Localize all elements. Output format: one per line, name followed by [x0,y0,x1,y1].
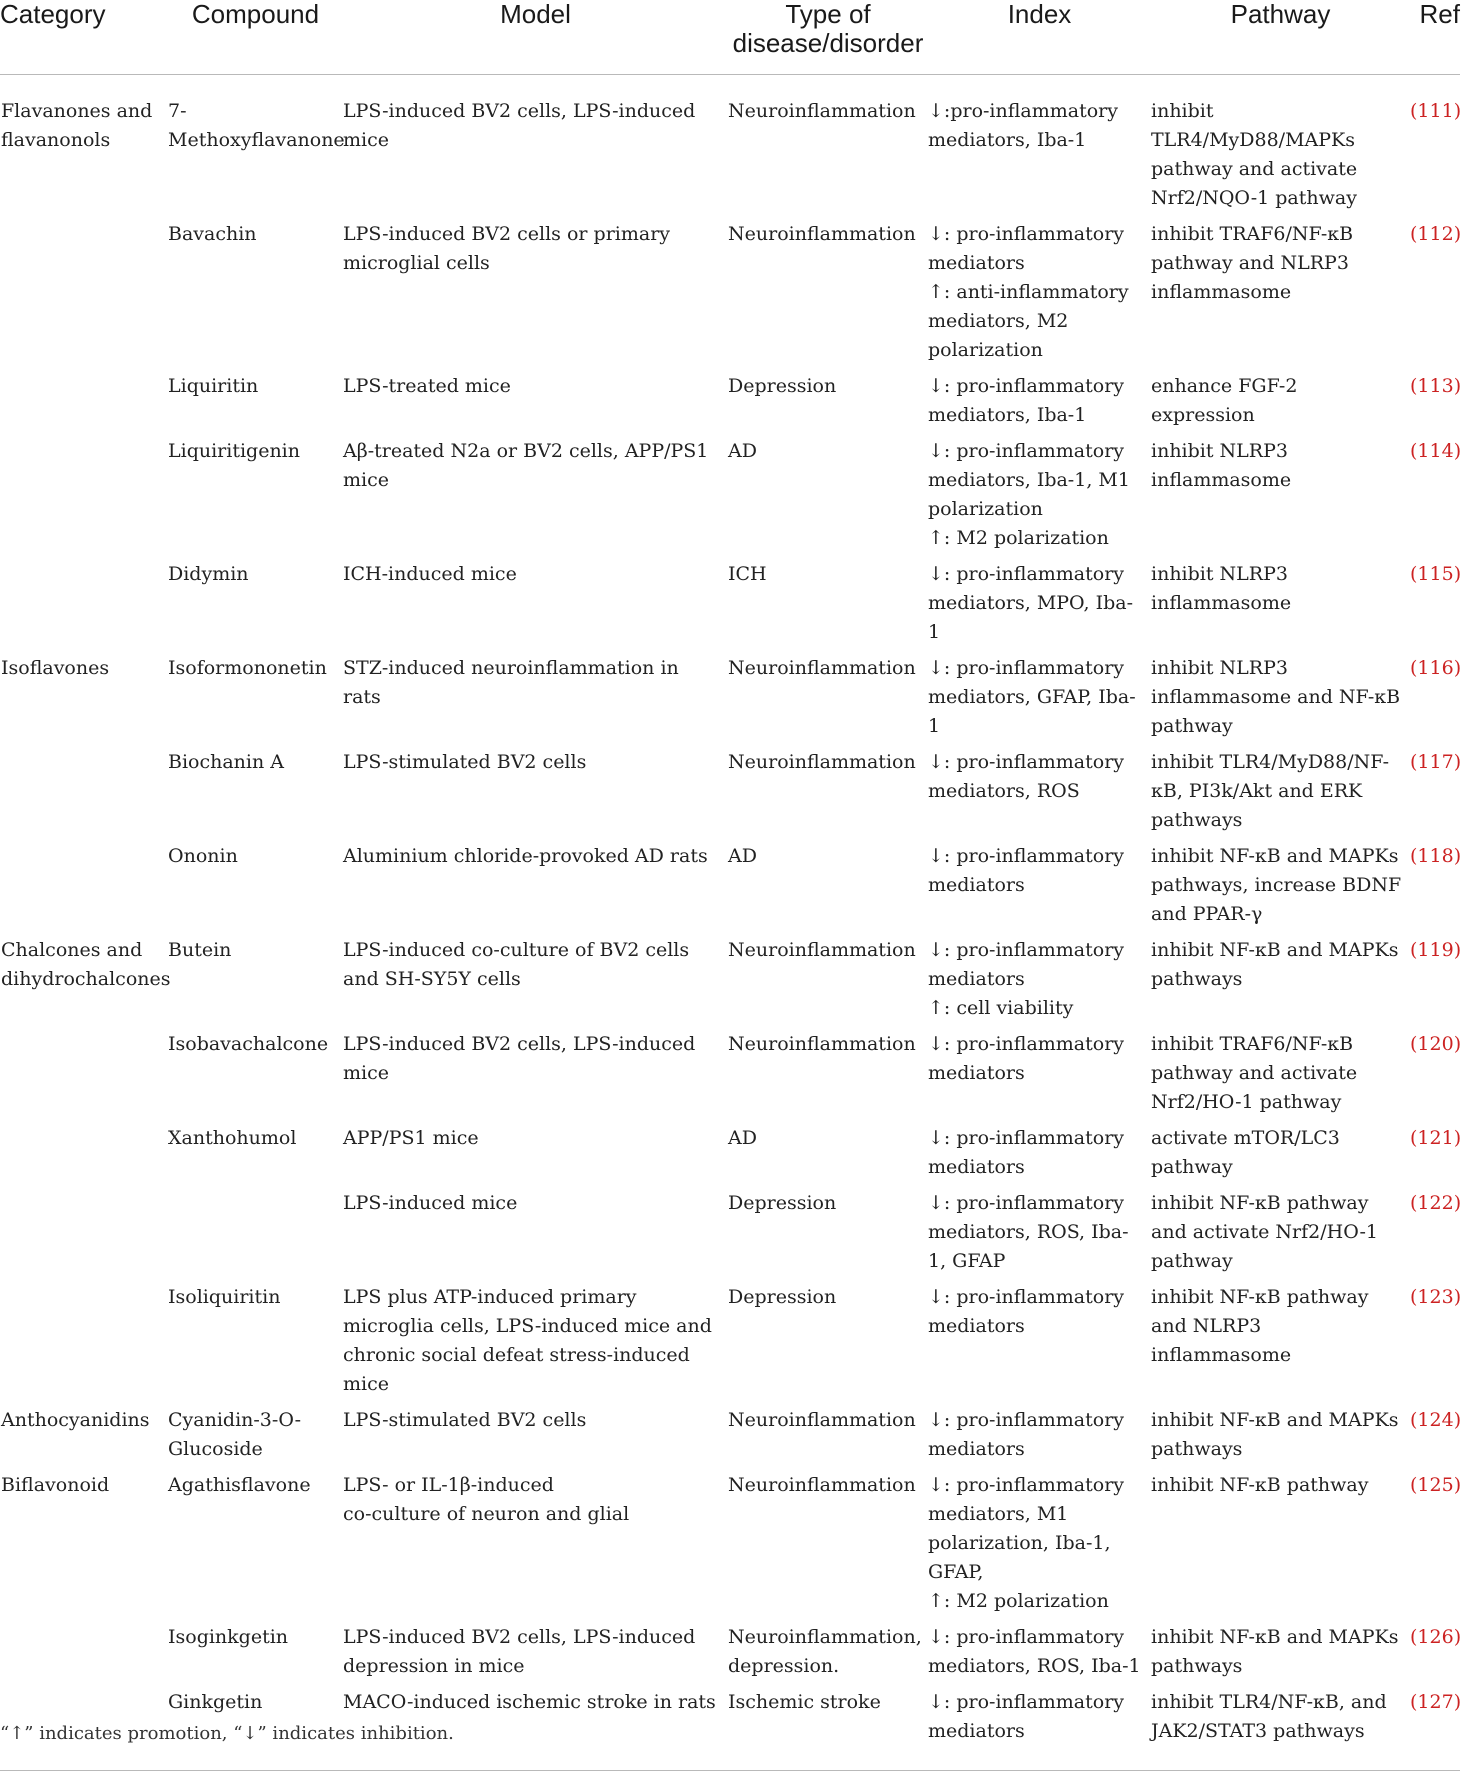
compound-cell [168,1406,343,1471]
model-cell-text: LPS-treated mice [343,375,511,397]
pathway-cell-text: inhibit NLRP3 inflammasome [1151,563,1292,614]
pathway-cell-text: inhibit NF-κB and MAPKs pathways [1151,1409,1399,1460]
disease-cell [728,1124,928,1189]
ref-paren-close: ) [1453,440,1461,462]
ref-cell [1410,372,1460,437]
compound-cell-text: Cyanidin-3-O-Glucoside [168,1409,302,1460]
category-cell [0,1623,168,1688]
pathway-cell [1151,1406,1410,1471]
compound-cell-text: Biochanin A [168,751,284,773]
model-cell [343,1406,728,1471]
disease-cell [728,1688,928,1771]
model-cell [343,560,728,654]
header-disease: Type of disease/disorder [728,0,928,75]
compound-cell [168,1471,343,1623]
disease-cell [728,1189,928,1283]
reference-link[interactable]: 126 [1417,1626,1454,1648]
index-cell [928,842,1151,936]
ref-cell [1410,748,1460,842]
index-cell [928,936,1151,1030]
index-cell-text: ↓: pro-inflammatory mediators [928,939,1125,990]
ref-cell [1410,936,1460,1030]
reference-link[interactable]: 127 [1417,1691,1454,1713]
index-cell-text: ↓: pro-inflammatory mediators, GFAP, Iba-1 [928,657,1136,737]
index-cell-text: ↓: pro-inflammatory mediators [928,223,1125,274]
disease-cell-text: AD [728,440,757,462]
reference-link[interactable]: 122 [1417,1192,1454,1214]
ref-paren-open: ( [1410,751,1418,773]
ref-paren-open: ( [1410,845,1418,867]
ref-cell [1410,1688,1460,1771]
table-row [0,75,1460,221]
ref-paren-open: ( [1410,1409,1418,1431]
category-cell [0,842,168,936]
ref-cell [1410,654,1460,748]
index-cell-text: ↓: pro-inflammatory mediators [928,1286,1125,1337]
disease-cell [728,1030,928,1124]
table-row [0,1189,1460,1283]
index-cell [928,654,1151,748]
ref-paren-open: ( [1410,1474,1418,1496]
model-cell [343,1471,728,1623]
index-cell-text: ↑: anti-inflammatory mediators, M2 polarization [928,281,1129,361]
disease-cell [728,437,928,560]
compound-cell-text: Isoformononetin [168,657,327,679]
disease-cell-text: AD [728,845,757,867]
disease-cell [728,654,928,748]
index-cell-text: ↓: pro-inflammatory mediators, Iba-1 [928,375,1125,426]
reference-link[interactable]: 124 [1417,1409,1454,1431]
compound-cell-text: Ginkgetin [168,1691,263,1713]
model-cell-text: LPS-stimulated BV2 cells [343,751,587,773]
ref-cell [1410,1283,1460,1406]
disease-cell [728,75,928,221]
index-cell [928,748,1151,842]
ref-paren-open: ( [1410,223,1418,245]
pathway-cell [1151,1688,1410,1771]
index-cell [928,1189,1151,1283]
header-compound: Compound [168,0,343,75]
category-cell-text: Isoflavones [1,657,110,679]
pathway-cell [1151,1124,1410,1189]
ref-cell [1410,1623,1460,1688]
pathway-cell [1151,75,1410,221]
index-cell-text: ↓: pro-inflammatory mediators, ROS [928,751,1125,802]
index-cell [928,1471,1151,1623]
model-cell [343,654,728,748]
compound-cell [168,1124,343,1189]
index-cell [928,1030,1151,1124]
ref-paren-open: ( [1410,1127,1418,1149]
index-cell-text: ↓: pro-inflammatory mediators, MPO, Iba-1 [928,563,1134,643]
table-row [0,560,1460,654]
model-cell-text: LPS-induced co-culture of BV2 cells and SH-SY5Y cells [343,939,690,990]
ref-paren-close: ) [1453,845,1461,867]
disease-cell [728,220,928,372]
index-cell [928,1406,1151,1471]
compound-cell [168,936,343,1030]
index-cell-text: ↓: pro-inflammatory mediators [928,1127,1125,1178]
pathway-cell [1151,372,1410,437]
reference-link[interactable]: 118 [1417,845,1454,867]
model-cell-text: LPS-induced mice [343,1192,518,1214]
category-cell-text: Chalcones and dihydrochalcones [1,939,171,990]
category-cell [0,936,171,1030]
ref-cell [1410,75,1460,221]
category-cell [0,748,168,842]
model-cell [343,1283,728,1406]
compound-cell-text: Isoginkgetin [168,1626,289,1648]
reference-link[interactable]: 125 [1417,1474,1454,1496]
pathway-cell-text: inhibit TRAF6/NF-κB pathway and NLRP3 inflammasome [1151,223,1354,303]
disease-cell-text: Neuroinflammation [728,751,916,773]
ref-paren-open: ( [1410,440,1418,462]
pathway-cell [1151,1189,1410,1283]
disease-cell [728,1471,928,1623]
category-cell [0,560,168,654]
disease-cell-text: Neuroinflammation [728,657,916,679]
ref-paren-open: ( [1410,939,1418,961]
disease-cell-text: Neuroinflammation [728,1409,916,1431]
model-cell [343,437,728,560]
disease-cell [728,748,928,842]
pathway-cell-text: inhibit NLRP3 inflammasome and NF-κB pathway [1151,657,1401,737]
ref-paren-close: ) [1453,751,1461,773]
header-model: Model [343,0,728,75]
model-cell [343,75,728,221]
index-cell-text: ↑: M2 polarization [928,527,1109,549]
model-cell-text: ICH-induced mice [343,563,517,585]
compound-cell-text: Liquiritin [168,375,259,397]
compound-cell [168,1283,343,1406]
ref-paren-open: ( [1410,1626,1418,1648]
ref-paren-close: ) [1453,657,1461,679]
pathway-cell [1151,220,1410,372]
disease-cell-text: Neuroinflammation [728,1033,916,1055]
model-cell-text: LPS-stimulated BV2 cells [343,1409,587,1431]
category-cell [0,1406,168,1471]
disease-cell [728,372,928,437]
disease-cell-text: Depression [728,1192,837,1214]
index-cell-text: ↓: pro-inflammatory mediators, M1 polarization, Iba-1, GFAP, [928,1474,1125,1583]
pathway-cell-text: inhibit NF-κB and MAPKs pathways, increase BDNF and PPAR-γ [1151,845,1402,925]
ref-paren-close: ) [1453,1691,1461,1713]
table-body [0,75,1460,1771]
reference-link[interactable]: 120 [1417,1033,1454,1055]
reference-link[interactable]: 123 [1417,1286,1454,1308]
ref-paren-close: ) [1453,1192,1461,1214]
pathway-cell [1151,654,1410,748]
index-cell-text: ↓:pro-inflammatory mediators, Iba-1 [928,100,1118,151]
disease-cell [728,936,928,1030]
ref-paren-open: ( [1410,1192,1418,1214]
ref-cell [1410,1189,1460,1283]
model-cell-text: MACO-induced ischemic stroke in rats [343,1691,716,1713]
category-cell-text: Anthocyanidins [1,1409,150,1431]
pathway-cell-text: inhibit TRAF6/NF-κB pathway and activate Nrf2/HO-1 pathway [1151,1033,1358,1113]
ref-paren-close: ) [1453,1409,1461,1431]
reference-link[interactable]: 119 [1417,939,1454,961]
table-row [0,842,1460,936]
compound-cell [168,437,343,560]
category-cell [0,372,168,437]
pathway-cell-text: inhibit TLR4/MyD88/NF-κB, PI3k/Akt and ERK pathways [1151,751,1390,831]
disease-cell [728,1623,928,1688]
compound-cell-text: Butein [168,939,232,961]
model-cell [343,220,728,372]
index-cell [928,437,1151,560]
model-cell-text: APP/PS1 mice [343,1127,479,1149]
pathway-cell [1151,1030,1410,1124]
compound-cell [168,372,343,437]
table-row [0,1030,1460,1124]
index-cell-text: ↓: pro-inflammatory mediators [928,1033,1125,1084]
ref-paren-close: ) [1453,1474,1461,1496]
model-cell-text: co-culture of neuron and glial [343,1503,630,1525]
reference-link[interactable]: 111 [1417,100,1454,122]
index-cell [928,1283,1151,1406]
index-cell [928,1124,1151,1189]
ref-cell [1410,1471,1460,1623]
compound-cell [168,1189,343,1283]
ref-paren-close: ) [1453,100,1461,122]
table-row [0,437,1460,560]
index-cell [928,75,1151,221]
compound-cell-text: Bavachin [168,223,257,245]
pathway-cell [1151,1471,1410,1623]
ref-cell [1410,220,1460,372]
ref-cell [1410,1124,1460,1189]
disease-cell-text: Depression [728,1286,837,1308]
compound-cell-text: Didymin [168,563,249,585]
disease-cell-text: Neuroinflammation, depression. [728,1626,922,1677]
model-cell [343,936,728,1030]
pathway-cell-text: inhibit NF-κB pathway [1151,1474,1369,1496]
index-cell [928,1623,1151,1688]
ref-paren-open: ( [1410,375,1418,397]
pathway-cell [1151,936,1410,1030]
table-footnote: “↑” indicates promotion, “↓” indicates inhibition. [0,1723,454,1744]
pathway-cell [1151,437,1410,560]
pathway-cell-text: inhibit TLR4/NF-κB, and JAK2/STAT3 pathways [1151,1691,1387,1742]
table-row [0,936,1460,1030]
compound-cell [168,842,343,936]
category-cell [0,1283,168,1406]
reference-link[interactable]: 113 [1417,375,1454,397]
disease-cell [728,842,928,936]
disease-cell-text: Neuroinflammation [728,223,916,245]
compound-cell [168,1030,343,1124]
index-cell-text: ↓: pro-inflammatory mediators [928,1409,1125,1460]
pathway-cell [1151,842,1410,936]
model-cell-text: LPS-induced BV2 cells, LPS-induced mice [343,1033,696,1084]
reference-link[interactable]: 117 [1417,751,1454,773]
model-cell-text: Aluminium chloride-provoked AD rats [343,845,708,867]
reference-link[interactable]: 114 [1417,440,1454,462]
header-ref: Ref [1410,0,1460,75]
pathway-cell [1151,1623,1410,1688]
pathway-cell [1151,748,1410,842]
ref-paren-close: ) [1453,939,1461,961]
pathway-cell [1151,1283,1410,1406]
disease-cell [728,560,928,654]
table-row [0,1471,1460,1623]
compound-cell-text: Liquiritigenin [168,440,300,462]
model-cell-text: LPS plus ATP-induced primary microglia cells, LPS-induced mice and chronic social defeat stress-induced mice [343,1286,712,1395]
table-row [0,1623,1460,1688]
compound-cell [168,560,343,654]
model-cell-text: LPS-induced BV2 cells, LPS-induced mice [343,100,696,151]
compound-cell [168,220,343,372]
disease-cell-text: Ischemic stroke [728,1691,881,1713]
table-row [0,1406,1460,1471]
category-cell [0,1124,168,1189]
category-cell [0,220,168,372]
pathway-cell-text: inhibit NF-κB and MAPKs pathways [1151,939,1399,990]
disease-cell-text: ICH [728,563,767,585]
model-cell [343,1189,728,1283]
pathway-cell-text: inhibit NF-κB pathway and NLRP3 inflammasome [1151,1286,1369,1366]
disease-cell-text: Neuroinflammation [728,939,916,961]
header-category: Category [0,0,168,75]
model-cell-text: LPS-induced BV2 cells, LPS-induced depression in mice [343,1626,696,1677]
pathway-cell-text: inhibit NLRP3 inflammasome [1151,440,1292,491]
index-cell-text: ↓: pro-inflammatory mediators [928,845,1125,896]
model-cell [343,1030,728,1124]
pathway-cell-text: enhance FGF-2 expression [1151,375,1298,426]
ref-paren-open: ( [1410,100,1418,122]
model-cell [343,748,728,842]
header-row [0,0,1460,75]
compound-cell-text: Ononin [168,845,238,867]
model-cell-text: LPS-induced BV2 cells or primary microglial cells [343,223,671,274]
category-cell-text: Biflavonoid [1,1474,110,1496]
pathway-cell-text: activate mTOR/LC3 pathway [1151,1127,1340,1178]
category-cell-text: Flavanones and flavanonols [1,100,153,151]
ref-paren-open: ( [1410,563,1418,585]
table-row [0,1283,1460,1406]
model-cell [343,1124,728,1189]
ref-paren-open: ( [1410,657,1418,679]
reference-link[interactable]: 112 [1417,223,1454,245]
disease-cell-text: Neuroinflammation [728,100,916,122]
index-cell [928,1688,1151,1771]
model-cell-text: LPS- or IL-1β-induced [343,1474,554,1496]
index-cell-text: ↓: pro-inflammatory mediators [928,1691,1125,1742]
reference-link[interactable]: 115 [1417,563,1454,585]
disease-cell [728,1283,928,1406]
compound-cell-text: Isobavachalcone [168,1033,329,1055]
disease-cell-text: Neuroinflammation [728,1474,916,1496]
ref-cell [1410,560,1460,654]
pathway-cell [1151,560,1410,654]
compound-cell-text: Isoliquiritin [168,1286,281,1308]
disease-cell [728,1406,928,1471]
ref-paren-open: ( [1410,1033,1418,1055]
index-cell-text: ↓: pro-inflammatory mediators, Iba-1, M1 polarization [928,440,1130,520]
ref-paren-close: ) [1453,563,1461,585]
model-cell-text: Aβ-treated N2a or BV2 cells, APP/PS1 mice [343,440,709,491]
index-cell [928,560,1151,654]
compound-cell-text: Agathisflavone [168,1474,311,1496]
ref-paren-close: ) [1453,223,1461,245]
index-cell-text: ↓: pro-inflammatory mediators, ROS, Iba-1 [928,1626,1141,1677]
index-cell [928,220,1151,372]
table-row [0,220,1460,372]
model-cell [343,372,728,437]
ref-paren-close: ) [1453,1626,1461,1648]
category-cell [0,437,168,560]
ref-cell [1410,1030,1460,1124]
ref-paren-close: ) [1453,1286,1461,1308]
index-cell [928,372,1151,437]
reference-link[interactable]: 121 [1417,1127,1454,1149]
index-cell-text: ↓: pro-inflammatory mediators, ROS, Iba-1, GFAP [928,1192,1129,1272]
ref-paren-open: ( [1410,1691,1418,1713]
index-cell-text: ↑: M2 polarization [928,1590,1109,1612]
ref-paren-close: ) [1453,375,1461,397]
ref-paren-close: ) [1453,1127,1461,1149]
table-row [0,654,1460,748]
category-cell [0,75,168,221]
table-row [0,372,1460,437]
pathway-cell-text: inhibit NF-κB pathway and activate Nrf2/HO-1 pathway [1151,1192,1379,1272]
pathway-cell-text: inhibit TLR4/MyD88/MAPKs pathway and activate Nrf2/NQO-1 pathway [1151,100,1358,209]
category-cell [0,654,168,748]
category-cell [0,1471,168,1623]
reference-link[interactable]: 116 [1417,657,1454,679]
table-row [0,1124,1460,1189]
index-cell-text: ↑: cell viability [928,997,1074,1019]
header-pathway: Pathway [1151,0,1410,75]
disease-cell-text: Depression [728,375,837,397]
compound-cell [168,748,343,842]
ref-paren-open: ( [1410,1286,1418,1308]
ref-paren-close: ) [1453,1033,1461,1055]
compound-cell [168,1623,343,1688]
model-cell [343,842,728,936]
compound-cell [168,654,343,748]
ref-cell [1410,1406,1460,1471]
header-index: Index [928,0,1151,75]
category-cell [0,1030,168,1124]
table-row [0,748,1460,842]
model-cell-text: STZ-induced neuroinflammation in rats [343,657,679,708]
compound-cell-text: Xanthohumol [168,1127,297,1149]
ref-cell [1410,437,1460,560]
pathway-cell-text: inhibit NF-κB and MAPKs pathways [1151,1626,1399,1677]
compound-cell-text: 7-Methoxyflavanone [168,100,345,151]
compound-cell [168,75,343,221]
model-cell [343,1623,728,1688]
disease-cell-text: AD [728,1127,757,1149]
ref-cell [1410,842,1460,936]
category-cell [0,1189,168,1283]
